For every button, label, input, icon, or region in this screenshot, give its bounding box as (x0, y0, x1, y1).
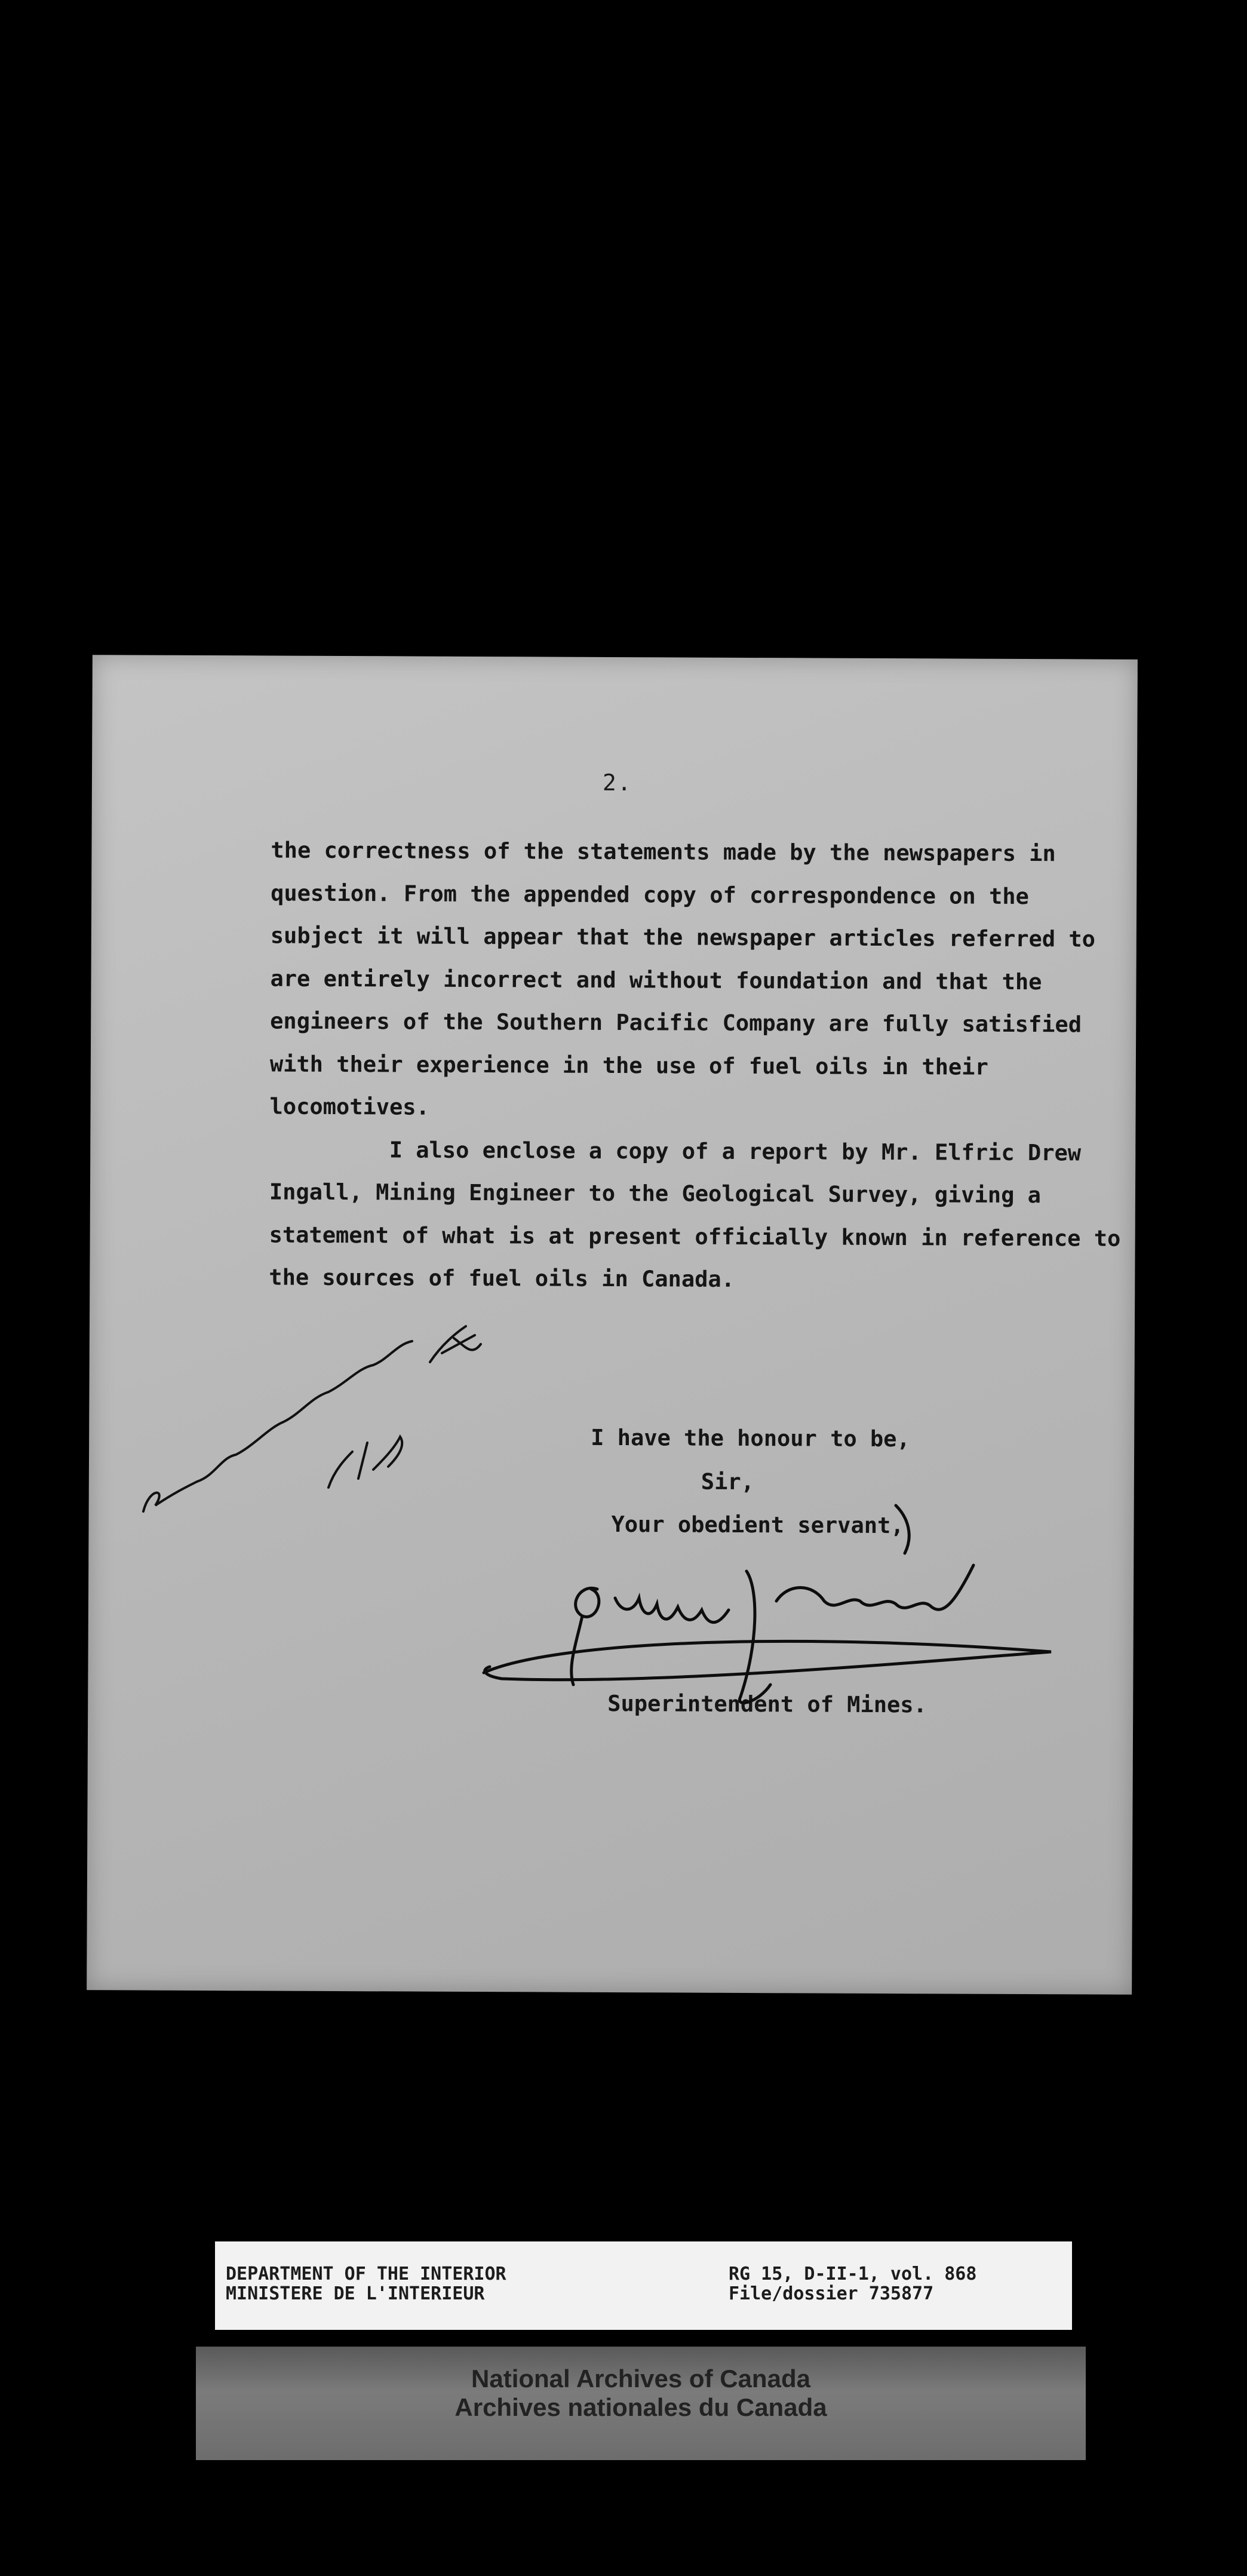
closing-line: I have the honour to be, (591, 1424, 910, 1452)
body-line: I also enclose a copy of a report by Mr. Elfric Drew (269, 1136, 1082, 1166)
body-line: are entirely incorrect and without foundation and that the (270, 965, 1042, 995)
body-line: locomotives. (269, 1093, 429, 1120)
record-group: RG 15, D-II-1, vol. 868 (729, 2264, 977, 2284)
body-line: question. From the appended copy of correspondence on the (271, 879, 1029, 909)
body-line: Ingall, Mining Engineer to the Geological Survey, giving a (269, 1179, 1042, 1209)
archive-reference-label (215, 2241, 1072, 2330)
letter-body (269, 829, 1202, 1302)
body-line: the correctness of the statements made by the newspapers in (271, 837, 1056, 867)
archives-name-fr: Archives nationales du Canada (454, 2393, 827, 2421)
department-fr: MINISTERE DE L'INTERIEUR (226, 2283, 485, 2304)
department-label (226, 2264, 506, 2304)
reference-numbers (729, 2264, 976, 2304)
body-line: with their experience in the use of fuel oils in their (269, 1050, 988, 1080)
body-line: the sources of fuel oils in Canada. (269, 1264, 735, 1292)
body-line: subject it will appear that the newspaper articles referred to (270, 922, 1096, 952)
closing-servant: Your obedient servant, (611, 1511, 904, 1539)
body-line: statement of what is at present officially known in reference to (269, 1221, 1121, 1252)
handwritten-note (131, 1308, 549, 1523)
file-number: File/dossier 735877 (729, 2283, 934, 2304)
closing-salutation: Sir, (701, 1468, 755, 1495)
signature (478, 1494, 1063, 1709)
page-number: 2. (602, 769, 632, 796)
body-line: engineers of the Southern Pacific Company are fully satisfied (270, 1008, 1082, 1038)
archives-name-en: National Archives of Canada (471, 2365, 810, 2393)
archives-banner (196, 2347, 1086, 2460)
signatory-title: Superintendent of Mines. (607, 1690, 927, 1718)
department-en: DEPARTMENT OF THE INTERIOR (226, 2264, 506, 2284)
